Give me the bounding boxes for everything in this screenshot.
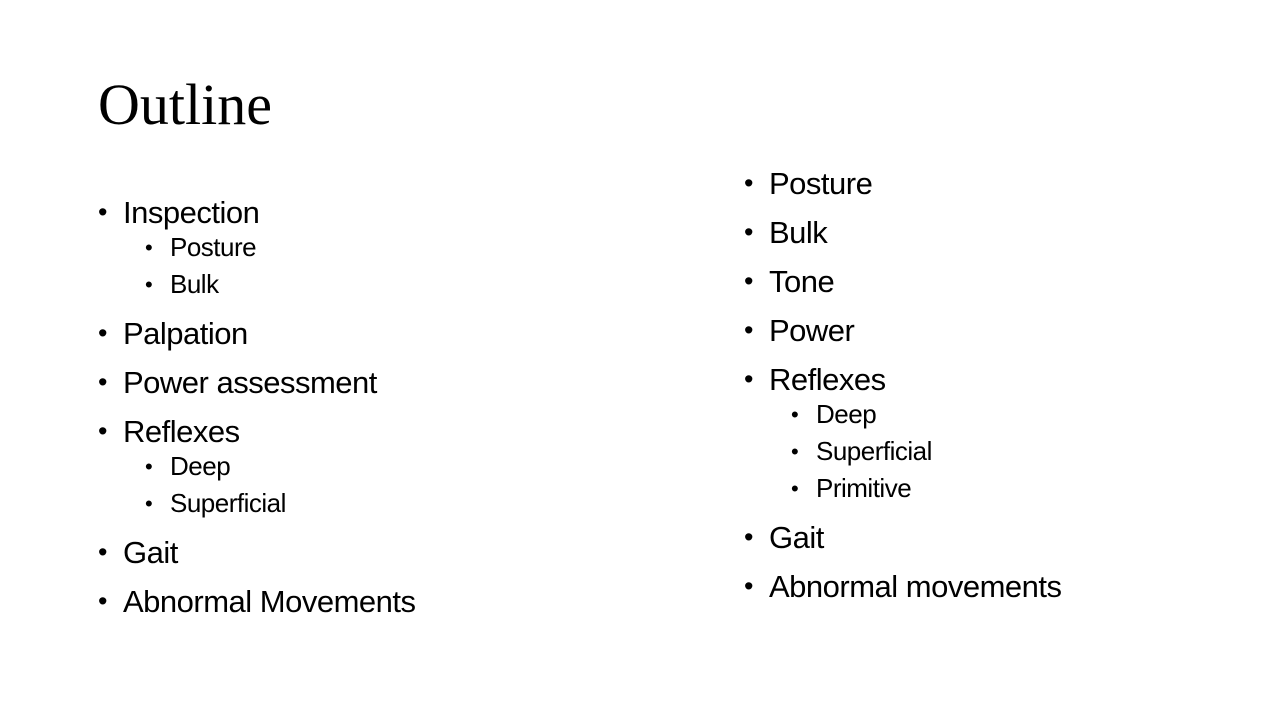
sub-bullet-item	[98, 485, 416, 522]
bullet-label: Reflexes	[123, 414, 240, 449]
bullet-item	[744, 513, 1062, 562]
bullet-marker: •	[98, 416, 107, 446]
bullet-marker: •	[98, 537, 107, 567]
sub-bullet-label: Primitive	[816, 473, 912, 503]
bullet-item	[98, 309, 416, 358]
bullet-item	[744, 208, 1062, 257]
sub-bullet-marker: •	[791, 476, 799, 501]
sub-bullet-marker: •	[145, 272, 153, 297]
bullet-marker: •	[98, 197, 107, 227]
bullet-marker: •	[98, 318, 107, 348]
slide-title: Outline	[98, 72, 272, 137]
bullet-item	[744, 159, 1062, 208]
bullet-item	[744, 257, 1062, 306]
bullet-label: Bulk	[769, 215, 828, 250]
sub-bullet-item	[98, 229, 416, 266]
bullet-label: Posture	[769, 166, 873, 201]
sub-bullet-item	[98, 448, 416, 485]
sub-bullet-label: Deep	[170, 451, 231, 481]
sub-bullet-marker: •	[791, 402, 799, 427]
bullet-marker: •	[98, 586, 107, 616]
bullet-item	[98, 528, 416, 577]
left-bullet-list	[98, 188, 416, 626]
bullet-label: Abnormal movements	[769, 569, 1062, 604]
sub-bullet-label: Bulk	[170, 269, 219, 299]
bullet-marker: •	[744, 217, 753, 247]
bullet-item	[98, 577, 416, 626]
bullet-marker: •	[98, 367, 107, 397]
bullet-label: Abnormal Movements	[123, 584, 416, 619]
sub-bullet-marker: •	[791, 439, 799, 464]
sub-bullet-marker: •	[145, 235, 153, 260]
bullet-marker: •	[744, 571, 753, 601]
sub-bullet-label: Superficial	[816, 436, 932, 466]
sub-bullet-label: Superficial	[170, 488, 286, 518]
bullet-label: Gait	[123, 535, 178, 570]
bullet-label: Power assessment	[123, 365, 377, 400]
right-bullet-list	[744, 159, 1062, 611]
sub-bullet-marker: •	[145, 454, 153, 479]
bullet-marker: •	[744, 315, 753, 345]
sub-bullet-item	[744, 433, 1062, 470]
bullet-item	[744, 306, 1062, 355]
bullet-item	[98, 358, 416, 407]
sub-bullet-list	[98, 448, 416, 522]
sub-bullet-label: Deep	[816, 399, 877, 429]
sub-bullet-item	[744, 470, 1062, 507]
bullet-marker: •	[744, 522, 753, 552]
sub-bullet-label: Posture	[170, 232, 257, 262]
sub-bullet-list	[744, 396, 1062, 507]
bullet-label: Reflexes	[769, 362, 886, 397]
bullet-marker: •	[744, 266, 753, 296]
bullet-label: Palpation	[123, 316, 248, 351]
sub-bullet-marker: •	[145, 491, 153, 516]
bullet-marker: •	[744, 364, 753, 394]
sub-bullet-item	[98, 266, 416, 303]
sub-bullet-item	[744, 396, 1062, 433]
bullet-label: Inspection	[123, 195, 260, 230]
sub-bullet-list	[98, 229, 416, 303]
bullet-label: Tone	[769, 264, 835, 299]
bullet-label: Gait	[769, 520, 824, 555]
bullet-label: Power	[769, 313, 855, 348]
bullet-item	[744, 562, 1062, 611]
bullet-marker: •	[744, 168, 753, 198]
